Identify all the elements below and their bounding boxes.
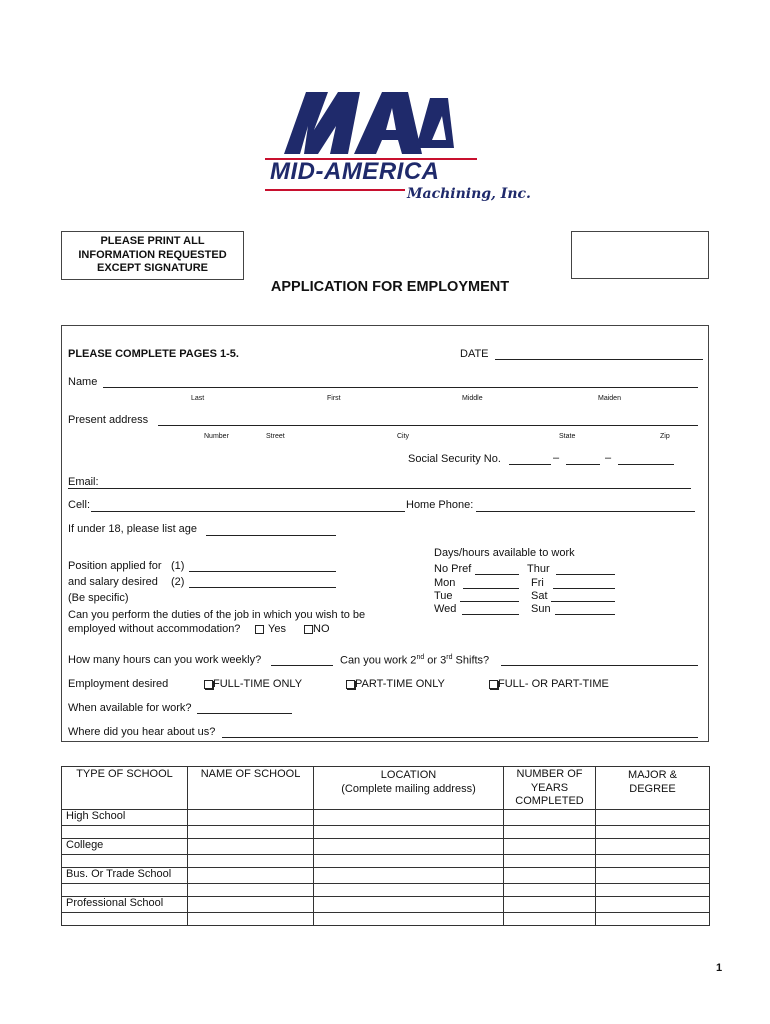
header-text: LOCATION (Complete mailing address) [341, 769, 476, 795]
table-row [62, 867, 710, 883]
day-label: Tue [434, 590, 453, 602]
table-cell[interactable] [504, 854, 596, 867]
table-cell[interactable] [314, 854, 504, 867]
day-label: Sun [531, 603, 551, 615]
day-field[interactable] [460, 601, 519, 602]
table-row [62, 838, 710, 854]
table-cell[interactable] [596, 809, 710, 825]
part-time-checkbox[interactable] [346, 680, 355, 689]
days-hours-title: Days/hours available to work [434, 547, 575, 559]
day-field[interactable] [463, 588, 519, 589]
address-sub-street: Street [266, 433, 285, 440]
table-cell[interactable] [596, 838, 710, 854]
table-cell[interactable] [504, 838, 596, 854]
school-type-cell: Bus. Or Trade School [62, 867, 188, 883]
ssn-field-2[interactable] [566, 464, 600, 465]
hours-weekly-label: How many hours can you work weekly? [68, 654, 262, 666]
notice-line-3: EXCEPT SIGNATURE [96, 262, 209, 274]
day-field[interactable] [462, 614, 519, 615]
ssn-dash-2: – [605, 452, 612, 464]
table-cell[interactable] [314, 867, 504, 883]
table-row [62, 883, 710, 896]
table-row [62, 854, 710, 867]
school-type-cell: Professional School [62, 896, 188, 912]
table-cell[interactable] [314, 896, 504, 912]
when-available-field[interactable] [197, 713, 292, 714]
name-sub-middle: Middle [462, 395, 483, 402]
hear-about-label: Where did you hear about us? [68, 726, 216, 738]
table-header-row [62, 767, 710, 810]
day-label: Mon [434, 577, 456, 589]
header-years-completed [504, 767, 596, 810]
table-cell [62, 825, 188, 838]
header-text: TYPE OF SCHOOL [76, 768, 173, 780]
shifts-question [340, 654, 489, 667]
complete-pages-note: PLEASE COMPLETE PAGES 1-5. [68, 348, 239, 360]
table-cell[interactable] [504, 867, 596, 883]
yes-label: Yes [268, 623, 286, 635]
shifts-text-2: Shifts? [452, 654, 490, 667]
print-notice-box [61, 231, 244, 280]
position-label: Position applied for [68, 560, 162, 572]
table-row [62, 896, 710, 912]
no-checkbox[interactable] [304, 625, 313, 634]
part-time-label: PART-TIME ONLY [355, 678, 445, 690]
address-sub-zip: Zip [660, 433, 670, 440]
hours-weekly-field[interactable] [271, 665, 333, 666]
table-cell[interactable] [188, 854, 314, 867]
table-cell[interactable] [314, 883, 504, 896]
table-cell[interactable] [596, 825, 710, 838]
address-sub-city: City [397, 433, 410, 440]
header-name-of-school [188, 767, 314, 810]
table-cell[interactable] [314, 838, 504, 854]
table-cell[interactable] [314, 825, 504, 838]
ssn-dash-1: – [553, 452, 560, 464]
header-major-degree [596, 767, 710, 810]
home-phone-field[interactable] [476, 511, 695, 512]
salary-field[interactable] [189, 587, 336, 588]
email-label: Email: [68, 476, 99, 488]
logo-tagline: Machining, Inc. [407, 186, 531, 202]
table-cell[interactable] [596, 854, 710, 867]
no-label: NO [313, 623, 330, 635]
day-field[interactable] [555, 614, 615, 615]
date-field[interactable] [495, 359, 703, 360]
table-cell[interactable] [188, 867, 314, 883]
table-cell[interactable] [504, 883, 596, 896]
day-field[interactable] [475, 574, 519, 575]
header-text: NAME OF SCHOOL [200, 768, 301, 780]
full-time-label: FULL-TIME ONLY [213, 678, 303, 690]
shifts-text-1: Can you work 2 [340, 654, 417, 667]
table-cell[interactable] [596, 883, 710, 896]
full-or-part-checkbox[interactable] [489, 680, 498, 689]
employment-desired-label: Employment desired [68, 678, 169, 690]
day-field[interactable] [551, 601, 615, 602]
table-cell[interactable] [314, 809, 504, 825]
email-field[interactable] [68, 488, 691, 489]
table-row [62, 809, 710, 825]
table-cell[interactable] [596, 896, 710, 912]
name-label: Name [68, 376, 98, 388]
date-label: DATE [460, 348, 489, 360]
table-cell[interactable] [504, 912, 596, 925]
table-cell[interactable] [188, 838, 314, 854]
yes-checkbox[interactable] [255, 625, 264, 634]
school-type-cell: High School [62, 809, 188, 825]
address-sub-state: State [559, 433, 576, 440]
day-field[interactable] [553, 588, 615, 589]
table-cell[interactable] [188, 912, 314, 925]
company-logo [262, 86, 531, 212]
shifts-sup-2: rd [446, 654, 453, 661]
day-label: Wed [434, 603, 457, 615]
table-cell[interactable] [188, 809, 314, 825]
full-or-part-label: FULL- OR PART-TIME [498, 678, 609, 690]
table-cell[interactable] [188, 896, 314, 912]
header-location [314, 767, 504, 810]
name-sub-maiden: Maiden [598, 395, 621, 402]
logo-company-name: MID-AMERICA [270, 158, 440, 185]
salary-label: and salary desired [68, 576, 158, 588]
table-cell[interactable] [504, 896, 596, 912]
page-number: 1 [716, 962, 723, 974]
ssn-field-3[interactable] [618, 464, 674, 465]
header-text: NUMBER OF YEARS COMPLETED [515, 768, 584, 807]
duties-question-line-1: Can you perform the duties of the job in which you wish to be [68, 609, 366, 621]
under-18-label: If under 18, please list age [68, 523, 198, 535]
name-field[interactable] [103, 387, 698, 388]
day-label: Thur [527, 563, 550, 575]
position-field[interactable] [189, 571, 336, 572]
hear-about-field[interactable] [222, 737, 698, 738]
day-field[interactable] [556, 574, 615, 575]
address-label: Present address [68, 414, 149, 426]
table-cell[interactable] [188, 825, 314, 838]
salary-number: (2) [171, 576, 185, 588]
ssn-field-1[interactable] [509, 464, 551, 465]
table-row [62, 912, 710, 925]
table-cell [62, 912, 188, 925]
education-table [61, 766, 710, 926]
address-field[interactable] [158, 425, 698, 426]
full-time-checkbox[interactable] [204, 680, 213, 689]
table-cell [62, 883, 188, 896]
notice-line-1: PLEASE PRINT ALL [100, 235, 205, 247]
shifts-text-or: or 3 [424, 654, 447, 667]
header-type-of-school [62, 767, 188, 810]
header-text: MAJOR & DEGREE [628, 769, 677, 795]
position-number: (1) [171, 560, 185, 572]
table-row [62, 825, 710, 838]
name-sub-first: First [327, 395, 341, 402]
office-use-box [571, 231, 709, 279]
table-cell[interactable] [504, 809, 596, 825]
duties-question-line-2: employed without accommodation? [68, 623, 241, 635]
table-cell[interactable] [504, 825, 596, 838]
cell-field[interactable] [91, 511, 405, 512]
home-phone-label: Home Phone: [406, 499, 474, 511]
table-cell[interactable] [596, 912, 710, 925]
ssn-label: Social Security No. [408, 453, 501, 465]
day-label: No Pref [434, 563, 472, 575]
table-cell[interactable] [188, 883, 314, 896]
be-specific-note: (Be specific) [68, 592, 129, 604]
name-sub-last: Last [191, 395, 205, 402]
page-title: APPLICATION FOR EMPLOYMENT [270, 279, 510, 295]
shifts-sup-1: nd [416, 654, 425, 661]
shifts-field[interactable] [501, 665, 698, 666]
notice-line-2: INFORMATION REQUESTED [78, 248, 227, 261]
table-cell[interactable] [314, 912, 504, 925]
day-label: Fri [531, 577, 544, 589]
cell-label: Cell: [68, 499, 91, 511]
school-type-cell: College [62, 838, 188, 854]
age-field[interactable] [206, 535, 336, 536]
table-cell[interactable] [596, 867, 710, 883]
when-available-label: When available for work? [68, 702, 192, 714]
address-sub-number: Number [204, 433, 229, 440]
day-label: Sat [531, 590, 548, 602]
table-cell [62, 854, 188, 867]
